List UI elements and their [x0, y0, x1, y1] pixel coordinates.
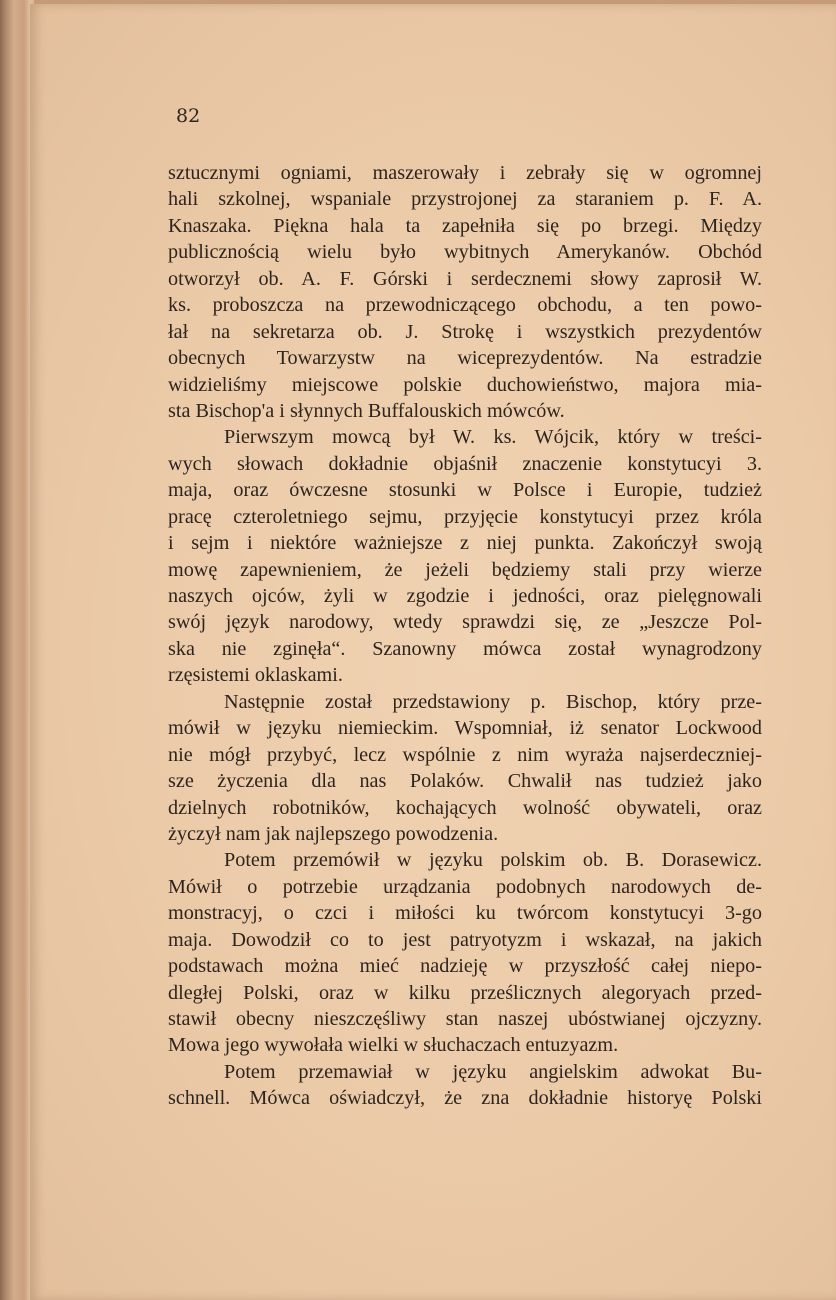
text-line: naszych ojców, żyli w zgodzie i jedności, oraz pielęgnowali	[168, 585, 762, 607]
text-line: pracę czteroletniego sejmu, przyjęcie konstytucyi przez króla	[168, 505, 762, 528]
text-line: dległej Polski, oraz w kilku prześlicznych alegoryach przed-	[168, 981, 762, 1004]
text-line: ks. proboszcza na przewodniczącego obchodu, a ten powo-	[168, 294, 762, 317]
text-line: Potem przemówił w języku polskim ob. B. Dorasewicz.	[224, 849, 762, 872]
text-line: sztucznymi ogniami, maszerowały i zebrały się w ogromnej	[168, 162, 762, 184]
text-line: hali szkolnej, wspaniale przystrojonej za staraniem p. F. A.	[168, 188, 762, 211]
text-line: Mówił o potrzebie urządzania podobnych narodowych de-	[168, 875, 762, 898]
text-line: schnell. Mówca oświadczył, że zna dokładnie historyę Polski	[168, 1087, 762, 1110]
text-line: podstawach można mieć nadzieję w przyszłość całej niepo-	[168, 955, 762, 978]
text-line: łał na sekretarza ob. J. Strokę i wszystkich prezydentów	[168, 320, 762, 343]
text-line: wych słowach dokładnie objaśnił znaczenie konstytucyi 3.	[168, 452, 762, 475]
text-line: obecnych Towarzystw na wiceprezydentów. Na estradzie	[168, 347, 762, 370]
text-line: swój język narodowy, wtedy sprawdzi się, ze „Jeszcze Pol-	[168, 611, 762, 634]
text-line: Potem przemawiał w języku angielskim adwokat Bu-	[224, 1060, 762, 1083]
book-spine-edge	[0, 0, 34, 1300]
text-line: Następnie został przedstawiony p. Bischop, który prze-	[224, 690, 762, 713]
text-line: otworzył ob. A. F. Górski i serdecznemi słowy zaprosił W.	[168, 267, 762, 290]
text-line: sta Bischop'a i słynnych Buffalouskich mówców.	[168, 399, 565, 422]
text-line: stawił obecny nieszczęśliwy stan naszej ubóstwianej ojczyzny.	[168, 1008, 762, 1030]
text-line: nie mógł przybyć, lecz wspólnie z nim wyraża najserdeczniej-	[168, 743, 762, 766]
text-line: Pierwszym mowcą był W. ks. Wójcik, który w treści-	[224, 426, 762, 449]
text-line: Mowa jego wywołała wielki w słuchaczach entuzyazm.	[168, 1034, 619, 1057]
text-line: sze życzenia dla nas Polaków. Chwalił nas tudzież jako	[168, 770, 762, 793]
text-line: publicznością wielu było wybitnych Amerykanów. Obchód	[168, 241, 762, 264]
text-line: widzieliśmy miejscowe polskie duchowieństwo, majora mia-	[168, 373, 762, 396]
text-line: monstracyj, o czci i miłości ku twórcom konstytucyi 3-go	[168, 902, 762, 925]
text-line: mówił w języku niemieckim. Wspomniał, iż senator Lockwood	[168, 717, 762, 740]
text-line: rzęsistemi oklaskami.	[168, 664, 343, 687]
text-line: dzielnych robotników, kochających wolność obywateli, oraz	[168, 796, 762, 819]
text-line: Knaszaka. Piękna hala ta zapełniła się po brzegi. Między	[168, 214, 762, 237]
text-line: i sejm i niektóre ważniejsze z niej punkta. Zakończył swoją	[168, 532, 762, 555]
page-number: 82	[176, 105, 201, 127]
text-line: życzył nam jak najlepszego powodzenia.	[168, 822, 499, 845]
text-line: maja, oraz ówczesne stosunki w Polsce i Europie, tudzież	[168, 479, 762, 502]
text-line: mowę zapewnieniem, że jeżeli będziemy stali przy wierze	[168, 558, 762, 581]
body-text	[168, 160, 762, 1112]
text-line: maja. Dowodził co to jest patryotyzm i wskazał, na jakich	[168, 928, 762, 951]
text-line: ska nie zginęła“. Szanowny mówca został wynagrodzony	[168, 637, 762, 660]
